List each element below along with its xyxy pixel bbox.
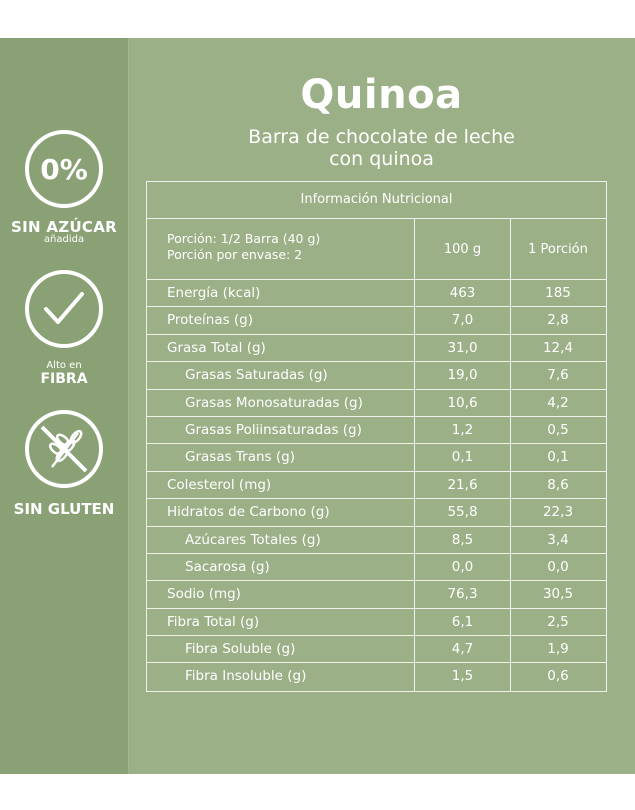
nutrient-name: Sacarosa (g) xyxy=(147,554,415,580)
no-wheat-icon xyxy=(25,410,103,488)
nutrient-name: Energía (kcal) xyxy=(147,280,415,306)
value-100g: 31,0 xyxy=(415,335,511,361)
nutrient-name: Grasas Poliinsaturadas (g) xyxy=(147,417,415,443)
value-portion: 4,2 xyxy=(547,394,569,411)
gluten-free-label: SIN GLUTEN xyxy=(13,500,115,518)
nutrient-name: Sodio (mg) xyxy=(147,581,415,607)
col-header-100g: 100 g xyxy=(415,219,511,279)
table-row xyxy=(147,472,606,499)
table-row xyxy=(147,581,606,608)
value-100g: 0,0 xyxy=(415,554,511,580)
subtitle-line-1: Barra de chocolate de leche xyxy=(248,126,515,148)
product-subtitle xyxy=(128,126,635,170)
nutrient-name: Hidratos de Carbono (g) xyxy=(147,499,415,525)
value-100g: 10,6 xyxy=(415,390,511,416)
high-fiber-badge xyxy=(0,270,128,387)
high-fiber-label: FIBRA xyxy=(40,371,88,387)
gluten-free-badge xyxy=(0,410,128,518)
value-100g: 7,0 xyxy=(415,307,511,333)
value-100g: 4,7 xyxy=(415,636,511,662)
no-sugar-badge xyxy=(0,130,128,245)
nutrient-name: Grasas Saturadas (g) xyxy=(147,362,415,388)
table-row xyxy=(147,390,606,417)
nutrient-name: Fibra Soluble (g) xyxy=(147,636,415,662)
value-portion: 7,6 xyxy=(547,367,569,384)
value-portion: 185 xyxy=(545,285,571,301)
value-portion: 1,9 xyxy=(547,641,569,658)
value-100g: 463 xyxy=(415,280,511,306)
value-portion: 0,0 xyxy=(547,558,569,575)
value-100g: 1,5 xyxy=(415,663,511,690)
value-100g: 55,8 xyxy=(415,499,511,525)
nutrition-heading: Información Nutricional xyxy=(147,182,606,219)
value-100g: 19,0 xyxy=(415,362,511,388)
nutrient-name: Colesterol (mg) xyxy=(147,472,415,498)
value-100g: 21,6 xyxy=(415,472,511,498)
value-portion: 3,4 xyxy=(547,531,569,548)
nutrition-header-row xyxy=(147,219,606,280)
table-row xyxy=(147,554,606,581)
value-portion: 0,5 xyxy=(547,421,569,438)
portions-per-pack: Porción por envase: 2 xyxy=(167,247,303,262)
table-row xyxy=(147,362,606,389)
nutrient-name: Fibra Insoluble (g) xyxy=(147,663,415,690)
value-portion: 30,5 xyxy=(542,586,574,603)
value-portion: 0,6 xyxy=(547,668,569,685)
value-portion: 12,4 xyxy=(542,339,574,356)
table-row xyxy=(147,499,606,526)
nutrient-name: Grasas Monosaturadas (g) xyxy=(147,390,415,416)
no-sugar-sublabel: añadida xyxy=(43,234,85,245)
table-row xyxy=(147,280,606,307)
nutrition-table xyxy=(146,181,607,692)
value-portion: 2,8 xyxy=(547,312,569,329)
no-sugar-label: SIN AZÚCAR xyxy=(11,218,117,236)
table-row xyxy=(147,335,606,362)
table-row xyxy=(147,527,606,554)
table-row xyxy=(147,663,606,690)
product-panel xyxy=(0,38,635,774)
nutrition-rows xyxy=(147,280,606,691)
product-title: Quinoa xyxy=(300,72,463,118)
value-100g: 8,5 xyxy=(415,527,511,553)
table-row xyxy=(147,417,606,444)
col-header-portion: 1 Porción xyxy=(528,242,588,257)
value-portion: 8,6 xyxy=(547,476,569,493)
value-100g: 76,3 xyxy=(415,581,511,607)
value-100g: 1,2 xyxy=(415,417,511,443)
table-row xyxy=(147,609,606,636)
nutrient-name: Proteínas (g) xyxy=(147,307,415,333)
portion-info xyxy=(147,219,415,279)
table-row xyxy=(147,636,606,663)
value-100g: 6,1 xyxy=(415,609,511,635)
value-portion: 0,1 xyxy=(547,449,569,466)
portion-size: Porción: 1/2 Barra (40 g) xyxy=(167,231,321,246)
value-100g: 0,1 xyxy=(415,444,511,470)
subtitle-line-2: con quinoa xyxy=(329,148,434,170)
nutrient-name: Azúcares Totales (g) xyxy=(147,527,415,553)
zero-percent-icon: 0% xyxy=(25,130,103,208)
nutrient-name: Fibra Total (g) xyxy=(147,609,415,635)
table-row xyxy=(147,444,606,471)
table-row xyxy=(147,307,606,334)
nutrient-name: Grasas Trans (g) xyxy=(147,444,415,470)
claims-sidebar xyxy=(0,38,129,774)
value-portion: 2,5 xyxy=(547,613,569,630)
checkmark-icon xyxy=(25,270,103,348)
nutrient-name: Grasa Total (g) xyxy=(147,335,415,361)
high-fiber-sublabel: Alto en xyxy=(46,360,82,371)
value-portion: 22,3 xyxy=(542,504,574,521)
